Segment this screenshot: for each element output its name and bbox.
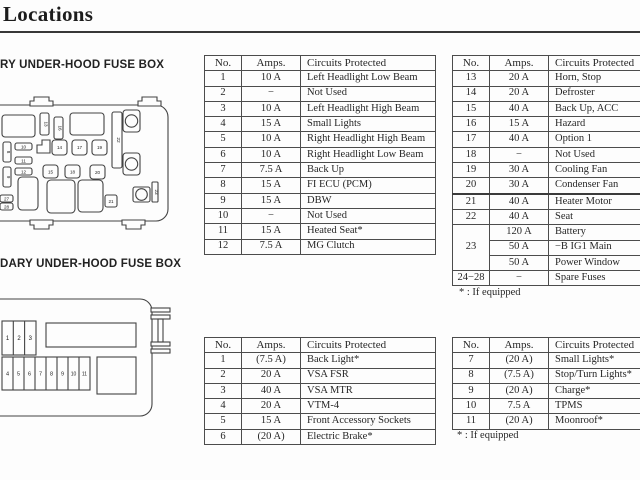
fuse-amps-cell: 15 A (242, 414, 301, 429)
fuse-number: 27 (3, 196, 10, 202)
fuse-no-cell: 9 (453, 383, 490, 398)
fuse-number: 7 (38, 371, 43, 378)
fuse-amps-cell: 120 A (490, 225, 549, 240)
fuse-number: 1 (5, 336, 10, 342)
fuse-no-cell: 17 (453, 132, 490, 147)
fuse-circuit-cell: Condenser Fan (549, 178, 640, 194)
table-row (205, 132, 436, 147)
table-row (453, 71, 640, 86)
fuse-circuit-cell: VTM-4 (301, 399, 436, 414)
column-header: No. (205, 338, 242, 353)
table-row (205, 86, 436, 101)
fuse-amps-cell: (20 A) (242, 429, 301, 444)
fuse-circuit-cell: Heater Motor (549, 194, 640, 210)
table-row (453, 194, 640, 210)
fuse-circuit-cell: Defroster (549, 86, 640, 101)
fuse-number: 9 (6, 175, 11, 179)
fuse-amps-cell: 7.5 A (242, 239, 301, 254)
connector-prong (151, 308, 170, 312)
primary-fuse-table-right (452, 55, 640, 286)
fuse-circuit-cell: TPMS (549, 399, 640, 414)
fuse-amps-cell: 15 A (242, 193, 301, 208)
fuse-no-cell: 10 (205, 208, 242, 223)
fuse-circuit-cell: DBW (301, 193, 436, 208)
secondary-fuse-box-diagram (0, 288, 185, 428)
fuse-amps-cell: 40 A (490, 101, 549, 116)
fuse-amps-cell: (7.5 A) (490, 368, 549, 383)
table-row (453, 163, 640, 178)
fuse-no-cell: 6 (205, 147, 242, 162)
fuse-amps-cell: 20 A (490, 71, 549, 86)
fuse-circuit-cell: Electric Brake* (301, 429, 436, 444)
relay-block (97, 357, 136, 394)
table-row (453, 147, 640, 162)
table-row (205, 163, 436, 178)
fuse-circuit-cell: Small Lights* (549, 353, 640, 368)
fuse-number: 21 (108, 198, 114, 204)
fuse-circuit-cell: Back Up, ACC (549, 101, 640, 116)
fuse-amps-cell: (20 A) (490, 353, 549, 368)
fuse-number: 20 (94, 169, 101, 175)
fuse-number: 3 (28, 336, 32, 342)
fuse-amps-cell: (20 A) (490, 414, 549, 429)
fuse-no-cell: 6 (205, 429, 242, 444)
fuse-amps-cell: − (490, 147, 549, 162)
table-header-row (205, 338, 436, 353)
fuse-no-cell: 11 (205, 224, 242, 239)
fuse-number: 18 (69, 169, 76, 175)
relay-block (70, 113, 104, 135)
table-row (205, 399, 436, 414)
fuse-no-cell: 4 (205, 117, 242, 132)
fuse-no-cell: 12 (205, 239, 242, 254)
fuse-no-cell: 14 (453, 86, 490, 101)
secondary-fuse-box-label: DARY UNDER-HOOD FUSE BOX (0, 258, 182, 270)
table-row (453, 225, 640, 240)
if-equipped-footnote: * : If equipped (457, 430, 519, 441)
table-row (205, 147, 436, 162)
fuse-circuit-cell: VSA FSR (301, 368, 436, 383)
column-header: Circuits Protected (301, 56, 436, 71)
table-row (453, 86, 640, 101)
fuse-no-cell: 1 (205, 71, 242, 86)
fuse-circuit-cell: −B IG1 Main (549, 240, 640, 255)
fuse-circuit-cell: Right Headlight Low Beam (301, 147, 436, 162)
fuse-circuit-cell: Right Headlight High Beam (301, 132, 436, 147)
fuse-amps-cell: 50 A (490, 240, 549, 255)
fuse-no-cell: 8 (453, 368, 490, 383)
fuse-no-cell: 4 (205, 399, 242, 414)
fuse-number: 14 (56, 145, 63, 151)
table-row (205, 101, 436, 116)
fuse-no-cell: 21 (453, 194, 490, 210)
connector-prong (151, 349, 170, 353)
fuse-circuit-cell: Heated Seat* (301, 224, 436, 239)
column-header: Amps. (490, 56, 549, 71)
connector-prong (151, 342, 170, 346)
column-header: Amps. (242, 338, 301, 353)
table-row (453, 383, 640, 398)
fuse-no-cell: 22 (453, 209, 490, 224)
fuse-amps-cell: (7.5 A) (242, 353, 301, 368)
fuse-amps-cell: 30 A (490, 178, 549, 194)
fuse-number: 11 (81, 371, 88, 378)
fuse-number: 19 (96, 145, 103, 151)
fuse-amps-cell: − (242, 86, 301, 101)
fuse-amps-cell: 30 A (490, 163, 549, 178)
secondary-fuse-table-right (452, 337, 640, 430)
fuse-no-cell: 20 (453, 178, 490, 194)
fuse-circuit-cell: Moonroof* (549, 414, 640, 429)
primary-fuse-box-diagram (0, 93, 175, 245)
fuse-no-cell: 5 (205, 414, 242, 429)
fuse-number: 17 (76, 145, 83, 151)
fuse-amps-cell: 10 A (242, 71, 301, 86)
bolt-circle (136, 189, 148, 201)
column-header: Amps. (490, 338, 549, 353)
fuse-amps-cell: 7.5 A (242, 163, 301, 178)
column-header: Circuits Protected (549, 56, 640, 71)
column-header: No. (205, 56, 242, 71)
table-header-row (205, 56, 436, 71)
table-row (453, 399, 640, 414)
table-row (205, 224, 436, 239)
column-header: Circuits Protected (301, 338, 436, 353)
fuse-number: 13 (43, 121, 49, 127)
column-header: No. (453, 338, 490, 353)
fuse-amps-cell: − (242, 208, 301, 223)
fuse-circuit-cell: Not Used (301, 86, 436, 101)
fuse-number: 4 (5, 371, 10, 378)
secondary-fuse-table-left (204, 337, 436, 445)
fuse-amps-cell: 40 A (490, 194, 549, 210)
fuse-number: 8 (49, 371, 54, 378)
fuse-no-cell: 3 (205, 101, 242, 116)
table-row (205, 178, 436, 193)
fuse-no-cell: 15 (453, 101, 490, 116)
fuse-amps-cell: 7.5 A (490, 399, 549, 414)
fuse-amps-cell: 20 A (242, 399, 301, 414)
fuse-amps-cell: 10 A (242, 147, 301, 162)
fuse-no-cell: 13 (453, 71, 490, 86)
fuse-number: 23 (154, 189, 159, 195)
fuse-number: 11 (21, 158, 26, 164)
fuse-number: 6 (27, 371, 32, 378)
table-row (205, 208, 436, 223)
fuse-number: 8 (6, 150, 11, 154)
connector-bridge (158, 319, 163, 342)
fuse-amps-cell: 40 A (490, 132, 549, 147)
table-header-row (453, 338, 640, 353)
fuse-no-cell: 2 (205, 368, 242, 383)
table-header-row (453, 56, 640, 71)
fuse-number: 22 (115, 137, 120, 143)
fuse-amps-cell: 15 A (242, 224, 301, 239)
fuse-circuit-cell: Option 1 (549, 132, 640, 147)
table-row (453, 368, 640, 383)
fuse-no-cell: 7 (453, 353, 490, 368)
bolt-circle (125, 115, 137, 127)
table-row (205, 71, 436, 86)
primary-fuse-table-left (204, 55, 436, 255)
fuse-amps-cell: 15 A (490, 117, 549, 132)
fuse-no-cell: 16 (453, 117, 490, 132)
fuse-no-cell: 18 (453, 147, 490, 162)
connector-prong (151, 315, 170, 319)
fuse-circuit-cell: Power Window (549, 255, 640, 270)
mount-tab (122, 220, 145, 229)
table-row (453, 117, 640, 132)
fuse-circuit-cell: Back Light* (301, 353, 436, 368)
table-row (205, 117, 436, 132)
fuse-amps-cell: 15 A (242, 178, 301, 193)
fuse-circuit-cell: Battery (549, 225, 640, 240)
fuse-number: 15 (47, 169, 54, 175)
fuse-no-cell: 23 (453, 225, 490, 271)
relay-block (78, 180, 103, 212)
table-row (205, 383, 436, 398)
fuse-amps-cell: 40 A (490, 209, 549, 224)
table-row (453, 101, 640, 116)
fuse-amps-cell: 40 A (242, 383, 301, 398)
fuse-circuit-cell: Not Used (301, 208, 436, 223)
table-row (453, 353, 640, 368)
fuse-no-cell: 2 (205, 86, 242, 101)
if-equipped-footnote: * : If equipped (459, 287, 521, 298)
fuse-number: 10 (20, 144, 27, 150)
primary-fuse-box-label: RY UNDER-HOOD FUSE BOX (0, 59, 165, 71)
fuse-circuit-cell: Left Headlight Low Beam (301, 71, 436, 86)
fuse-no-cell: 24−28 (453, 271, 490, 286)
fuse-no-cell: 3 (205, 383, 242, 398)
fuse-number: 5 (16, 371, 21, 378)
fuse-circuit-cell: Left Headlight High Beam (301, 101, 436, 116)
table-row (453, 209, 640, 224)
fuse-circuit-cell: Stop/Turn Lights* (549, 368, 640, 383)
fuse-amps-cell: − (490, 271, 549, 286)
fuse-circuit-cell: Cooling Fan (549, 163, 640, 178)
connector-shape (37, 140, 50, 153)
fuse-no-cell: 11 (453, 414, 490, 429)
table-row (205, 353, 436, 368)
fuse-amps-cell: 20 A (242, 368, 301, 383)
table-row (205, 414, 436, 429)
fuse-circuit-cell: Charge* (549, 383, 640, 398)
fuse-circuit-cell: Small Lights (301, 117, 436, 132)
fuse-no-cell: 5 (205, 132, 242, 147)
relay-block (18, 177, 38, 210)
fuse-circuit-cell: Not Used (549, 147, 640, 162)
table-row (205, 429, 436, 444)
fuse-no-cell: 7 (205, 163, 242, 178)
fuse-number: 10 (70, 371, 77, 378)
table-row (205, 239, 436, 254)
fuse-amps-cell: 15 A (242, 117, 301, 132)
fuse-amps-cell: (20 A) (490, 383, 549, 398)
fuse-amps-cell: 10 A (242, 132, 301, 147)
fuse-circuit-cell: Hazard (549, 117, 640, 132)
fuse-no-cell: 19 (453, 163, 490, 178)
title-rule (0, 31, 640, 33)
table-row (453, 414, 640, 429)
fuse-circuit-cell: Spare Fuses (549, 271, 640, 286)
fuse-circuit-cell: Front Accessory Sockets (301, 414, 436, 429)
fuse-amps-cell: 10 A (242, 101, 301, 116)
fuse-no-cell: 10 (453, 399, 490, 414)
fuse-amps-cell: 20 A (490, 86, 549, 101)
table-row (453, 132, 640, 147)
column-header: Circuits Protected (549, 338, 640, 353)
fuse-circuit-cell: MG Clutch (301, 239, 436, 254)
page-title: Locations (3, 2, 94, 26)
mount-tab (138, 97, 161, 106)
relay-block (2, 115, 35, 137)
fuse-circuit-cell: FI ECU (PCM) (301, 178, 436, 193)
relay-block (46, 323, 136, 347)
table-row (205, 193, 436, 208)
bolt-circle (125, 158, 137, 170)
table-row (205, 368, 436, 383)
fuse-circuit-cell: Horn, Stop (549, 71, 640, 86)
fuse-amps-cell: 50 A (490, 255, 549, 270)
fuse-circuit-cell: VSA MTR (301, 383, 436, 398)
table-row (453, 271, 640, 286)
fuse-no-cell: 9 (205, 193, 242, 208)
fuse-number: 9 (60, 371, 65, 378)
fuse-number: 2 (17, 336, 21, 342)
column-header: Amps. (242, 56, 301, 71)
mount-tab (30, 220, 53, 229)
column-header: No. (453, 56, 490, 71)
fuse-number: 28 (3, 204, 10, 210)
fuse-circuit-cell: Back Up (301, 163, 436, 178)
fuse-no-cell: 1 (205, 353, 242, 368)
fuse-no-cell: 8 (205, 178, 242, 193)
fuse-number: 16 (57, 125, 63, 131)
fuse-circuit-cell: Seat (549, 209, 640, 224)
relay-block (47, 180, 75, 213)
mount-tab (30, 97, 53, 106)
fuse-number: 12 (20, 169, 27, 175)
table-row (453, 178, 640, 194)
